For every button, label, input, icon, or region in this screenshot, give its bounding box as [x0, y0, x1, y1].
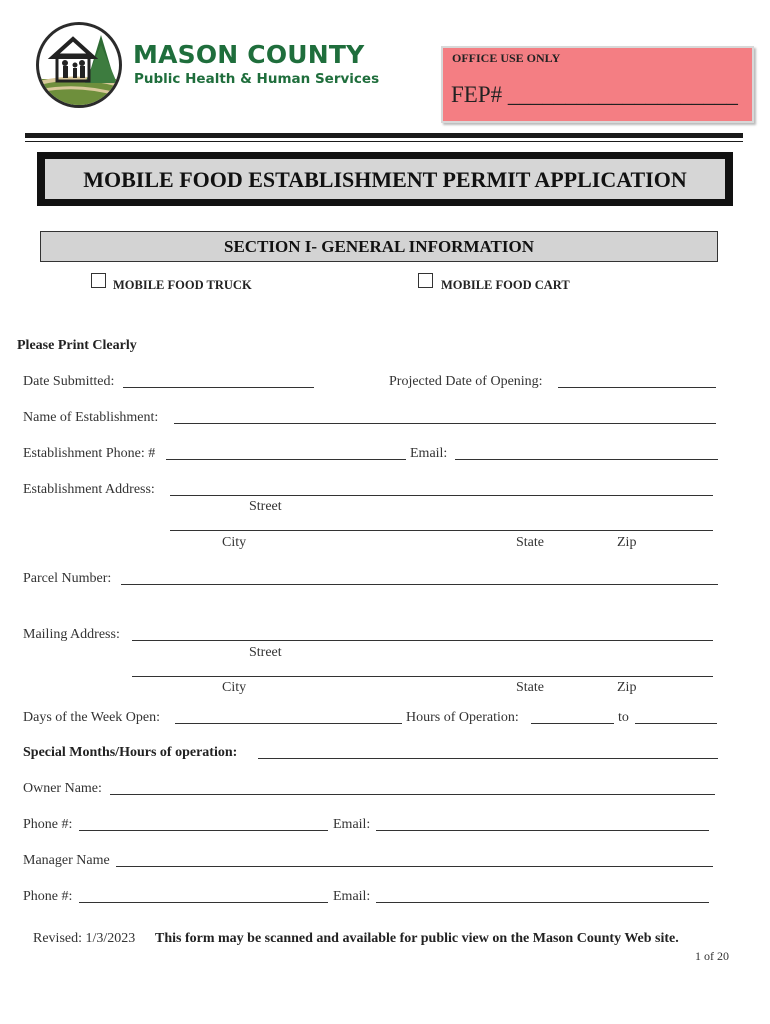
establishment-email-label: Email: — [410, 446, 448, 461]
projected-opening-field[interactable] — [558, 387, 716, 388]
mobile-food-truck-label: MOBILE FOOD TRUCK — [113, 278, 252, 292]
mobile-food-truck-checkbox[interactable] — [91, 273, 106, 288]
establishment-phone-field[interactable] — [166, 459, 406, 460]
manager-phone-field[interactable] — [79, 902, 328, 903]
hours-end-field[interactable] — [635, 723, 717, 724]
org-name: MASON COUNTY — [133, 40, 365, 69]
owner-phone-label: Phone #: — [23, 817, 73, 832]
mailing-street-sublabel: Street — [249, 645, 282, 660]
mobile-food-cart-checkbox[interactable] — [418, 273, 433, 288]
mobile-food-cart-label: MOBILE FOOD CART — [441, 278, 570, 292]
owner-email-label: Email: — [333, 817, 371, 832]
mailing-address-label: Mailing Address: — [23, 627, 120, 642]
office-use-label: OFFICE USE ONLY — [452, 51, 561, 65]
establishment-email-field[interactable] — [455, 459, 718, 460]
mailing-city-sublabel: City — [222, 680, 247, 695]
fep-number-field[interactable]: FEP# ____________________ — [451, 82, 738, 107]
manager-phone-label: Phone #: — [23, 889, 73, 904]
logo — [36, 22, 122, 108]
establishment-address-label: Establishment Address: — [23, 482, 155, 497]
parcel-number-label: Parcel Number: — [23, 571, 112, 586]
mailing-street-field[interactable] — [132, 640, 713, 641]
special-months-label: Special Months/Hours of operation: — [23, 745, 238, 760]
section-title: SECTION I- GENERAL INFORMATION — [224, 237, 534, 256]
hours-to-label: to — [618, 710, 629, 725]
establishment-street-sublabel: Street — [249, 499, 282, 514]
date-submitted-field[interactable] — [123, 387, 314, 388]
establishment-city-sublabel: City — [222, 535, 247, 550]
manager-email-label: Email: — [333, 889, 371, 904]
header-divider — [25, 133, 743, 138]
establishment-phone-label: Establishment Phone: # — [23, 446, 156, 461]
manager-name-label: Manager Name — [23, 853, 110, 868]
logo-house-icon — [39, 25, 119, 105]
owner-name-field[interactable] — [110, 794, 715, 795]
mailing-state-sublabel: State — [516, 680, 544, 695]
days-open-field[interactable] — [175, 723, 402, 724]
manager-email-field[interactable] — [376, 902, 709, 903]
manager-name-field[interactable] — [116, 866, 713, 867]
header-divider-thin — [25, 141, 743, 142]
mailing-city-state-zip-field[interactable] — [132, 676, 713, 677]
projected-opening-label: Projected Date of Opening: — [389, 374, 543, 389]
parcel-number-field[interactable] — [121, 584, 718, 585]
page-number: 1 of 20 — [695, 949, 729, 963]
days-open-label: Days of the Week Open: — [23, 710, 161, 725]
special-months-field[interactable] — [258, 758, 718, 759]
revision-date: Revised: 1/3/2023 — [33, 931, 136, 946]
owner-name-label: Owner Name: — [23, 781, 102, 796]
public-view-notice: This form may be scanned and available for public view on the Mason County Web site. — [155, 931, 679, 946]
page-title: MOBILE FOOD ESTABLISHMENT PERMIT APPLICATION — [83, 167, 687, 192]
establishment-name-field[interactable] — [174, 423, 716, 424]
owner-phone-field[interactable] — [79, 830, 328, 831]
mailing-zip-sublabel: Zip — [617, 680, 637, 695]
establishment-name-label: Name of Establishment: — [23, 410, 159, 425]
establishment-city-state-zip-field[interactable] — [170, 530, 713, 531]
instruction-text: Please Print Clearly — [17, 338, 137, 353]
date-submitted-label: Date Submitted: — [23, 374, 115, 389]
hours-of-operation-label: Hours of Operation: — [406, 710, 519, 725]
owner-email-field[interactable] — [376, 830, 709, 831]
hours-start-field[interactable] — [531, 723, 614, 724]
establishment-zip-sublabel: Zip — [617, 535, 637, 550]
establishment-street-field[interactable] — [170, 495, 713, 496]
establishment-state-sublabel: State — [516, 535, 544, 550]
org-subtitle: Public Health & Human Services — [134, 71, 380, 87]
